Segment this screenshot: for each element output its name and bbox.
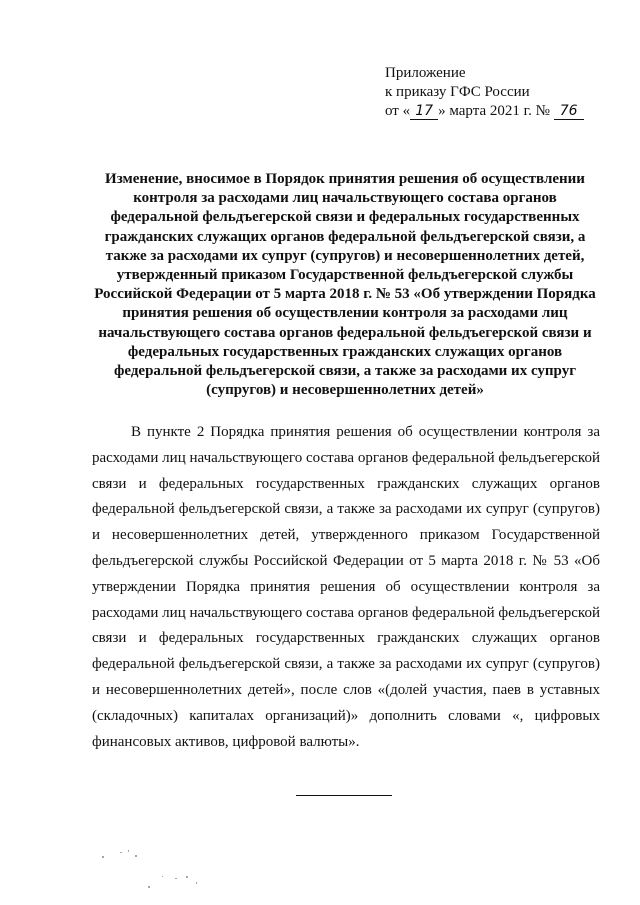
handwritten-order-number: 76: [554, 104, 584, 120]
appendix-order-ref: к приказу ГФС России: [385, 84, 530, 100]
date-middle: » марта 2021 г. №: [438, 103, 550, 119]
appendix-label: Приложение: [385, 65, 466, 81]
document-body-paragraph: В пункте 2 Порядка принятия решения об осуществлении контроля за расходами лиц начальствующего состава органов федеральной фельдъегерской связи и федеральных государственных гражданских служащих органов федеральной фельдъегерской связи, а также за расходами их супруг (супругов) и несовершеннолетних детей, утвержденного приказом Государственной фельдъегерской службы Российской Федерации от 5 марта 2018 г. № 53 «Об утверждении Порядка принятия решения об осуществлении контроля за расходами лиц начальствующего состава органов федеральной фельдъегерской связи и федеральных государственных гражданских служащих органов федеральной фельдъегерской связи, а также за расходами их супруг (супругов) и несовершеннолетних детей», после слов «(долей участия, паев в уставных (складочных) капиталах организаций)» дополнить словами «, цифровых финансовых активов, цифровой валюты».: [92, 424, 600, 750]
document-title: Изменение, вносимое в Порядок принятия решения об осуществлении контроля за расходами лиц начальствующего состава органов федеральной фельдъегерской связи и федеральных государственных гражданских служащих органов федеральной фельдъегерской связи, а также за расходами их супруг (супругов) и несовершеннолетних детей, утвержденный приказом Государственной фельдъегерской службы Российской Федерации от 5 марта 2018 г. № 53 «Об утверждении Порядка принятия решения об осуществлении контроля за расходами лиц начальствующего состава органов федеральной фельдъегерской связи и федеральных государственных гражданских служащих органов федеральной фельдъегерской связи, а также за расходами их супруг (супругов) и несовершеннолетних детей»: [94, 171, 596, 399]
scan-specks: [100, 846, 220, 896]
handwritten-day: 17: [410, 104, 438, 120]
date-prefix: от «: [385, 103, 411, 119]
appendix-header: [385, 64, 584, 121]
closing-rule: [296, 795, 392, 796]
appendix-date-line: [385, 102, 584, 121]
